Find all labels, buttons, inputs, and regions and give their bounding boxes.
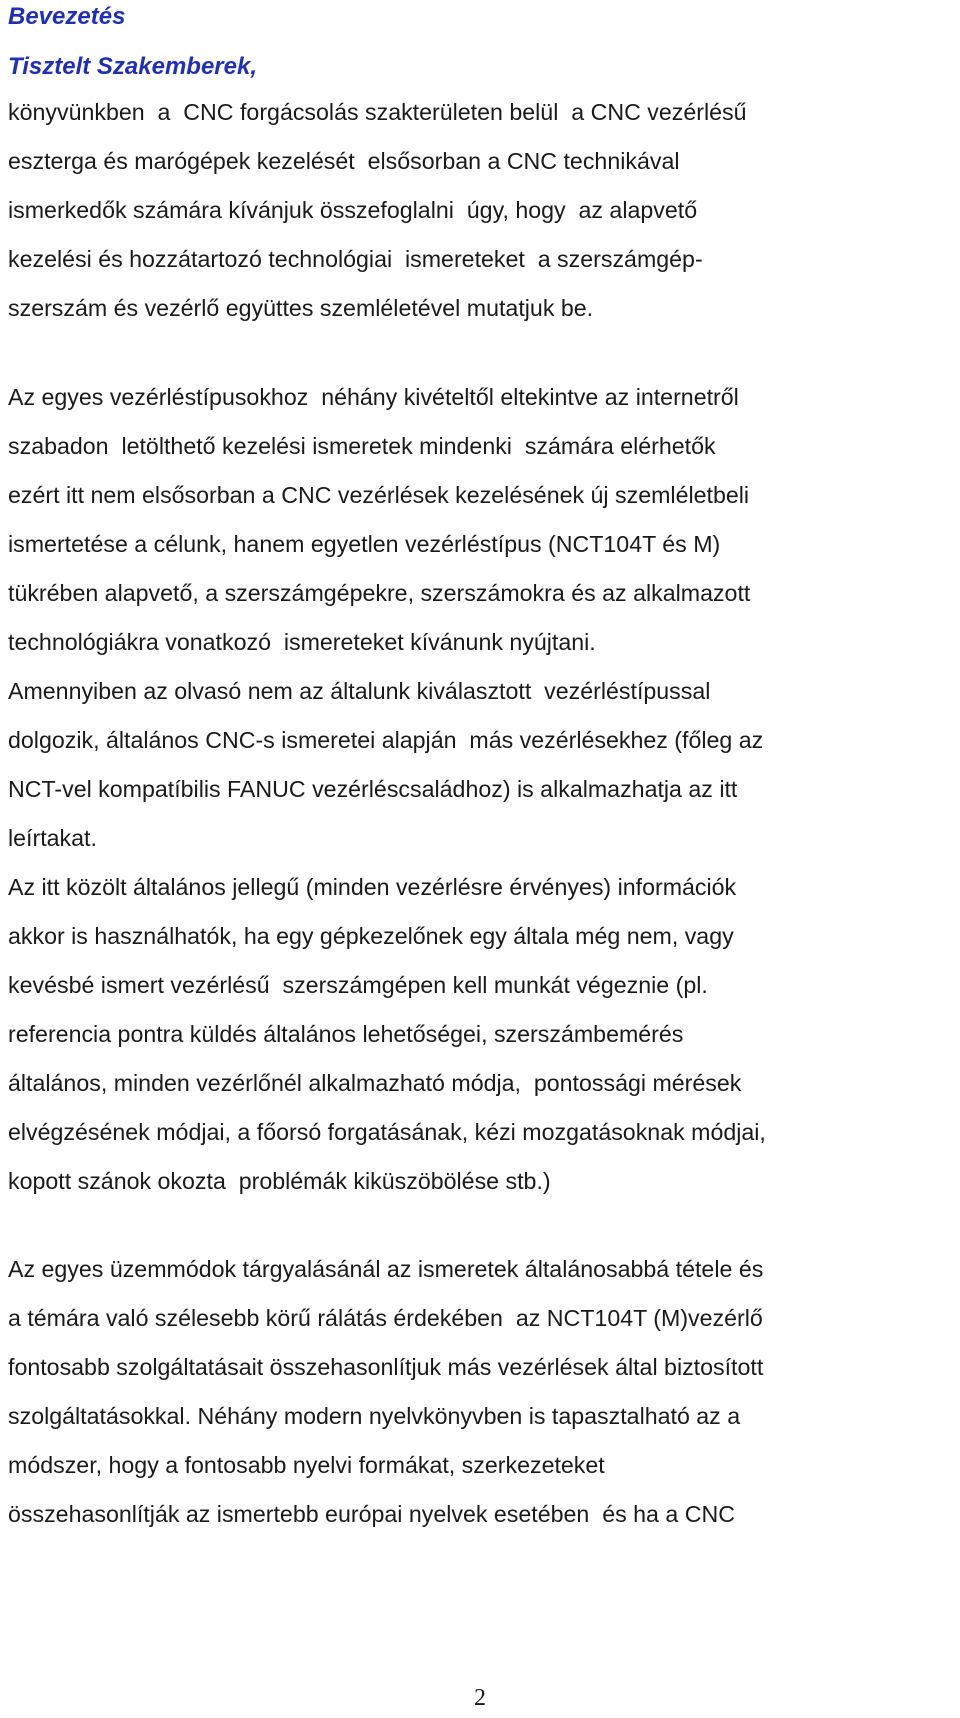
text-line: kevésbé ismert vezérlésű szerszámgépen kell munkát végeznie (pl. [8, 972, 708, 998]
text-line: eszterga és marógépek kezelését elsősorban a CNC technikával [8, 148, 680, 174]
text-line: ismerkedők számára kívánjuk összefoglalni úgy, hogy az alapvető [8, 197, 698, 223]
paragraph-control-types [8, 373, 953, 667]
text-line: tükrében alapvető, a szerszámgépekre, szerszámokra és az alkalmazott [8, 580, 751, 606]
paragraph-intro [8, 88, 953, 333]
paragraph-operating-modes [8, 1245, 953, 1539]
document-page [8, 0, 953, 1539]
text-line: Az egyes vezérléstípusokhoz néhány kivételtől eltekintve az internetről [8, 384, 739, 410]
page-number: 2 [474, 1685, 486, 1711]
text-line: referencia pontra küldés általános lehetőségei, szerszámbemérés [8, 1021, 684, 1047]
text-line: ezért itt nem elsősorban a CNC vezérlések kezelésének új szemléletbeli [8, 482, 750, 508]
text-line: kopott szánok okozta problémák kiküszöbölése stb.) [8, 1168, 551, 1194]
text-line: technológiákra vonatkozó ismereteket kívánunk nyújtani. [8, 629, 596, 655]
document-title: Bevezetés [8, 3, 126, 30]
text-line: Az itt közölt általános jellegű (minden vezérlésre érvényes) információk [8, 874, 737, 900]
text-line: könyvünkben a CNC forgácsolás szakterületen belül a CNC vezérlésű [8, 99, 747, 125]
text-line: dolgozik, általános CNC-s ismeretei alapján más vezérlésekhez (főleg az [8, 727, 764, 753]
text-line: leírtakat. [8, 825, 97, 851]
text-line: szabadon letölthető kezelési ismeretek mindenki számára elérhetők [8, 433, 716, 459]
text-line: szolgáltatásokkal. Néhány modern nyelvkönyvben is tapasztalható az a [8, 1403, 741, 1429]
text-line: NCT-vel kompatíbilis FANUC vezérléscsaládhoz) is alkalmazhatja az itt [8, 776, 738, 802]
text-line: módszer, hogy a fontosabb nyelvi formákat, szerkezeteket [8, 1452, 605, 1478]
text-line: általános, minden vezérlőnél alkalmazható módja, pontossági mérések [8, 1070, 742, 1096]
salutation: Tisztelt Szakemberek, [8, 53, 258, 80]
text-line: kezelési és hozzátartozó technológiai ismereteket a szerszámgép- [8, 246, 703, 272]
text-line: szerszám és vezérlő együttes szemléletével mutatjuk be. [8, 295, 594, 321]
text-line: Amennyiben az olvasó nem az általunk kiválasztott vezérléstípussal [8, 678, 711, 704]
paragraph-general-info [8, 863, 953, 1206]
text-line: a témára való szélesebb körű rálátás érdekében az NCT104T (M)vezérlő [8, 1305, 763, 1331]
paragraph-reader-note [8, 667, 953, 863]
text-line: ismertetése a célunk, hanem egyetlen vezérléstípus (NCT104T és M) [8, 531, 721, 557]
text-line: elvégzésének módjai, a főorsó forgatásának, kézi mozgatásoknak módjai, [8, 1119, 766, 1145]
text-line: fontosabb szolgáltatásait összehasonlítjuk más vezérlések által biztosított [8, 1354, 764, 1380]
text-line: Az egyes üzemmódok tárgyalásánál az ismeretek általánosabbá tétele és [8, 1256, 764, 1282]
text-line: akkor is használhatók, ha egy gépkezelőnek egy általa még nem, vagy [8, 923, 734, 949]
text-line: összehasonlítják az ismertebb európai nyelvek esetében és ha a CNC [8, 1501, 735, 1527]
